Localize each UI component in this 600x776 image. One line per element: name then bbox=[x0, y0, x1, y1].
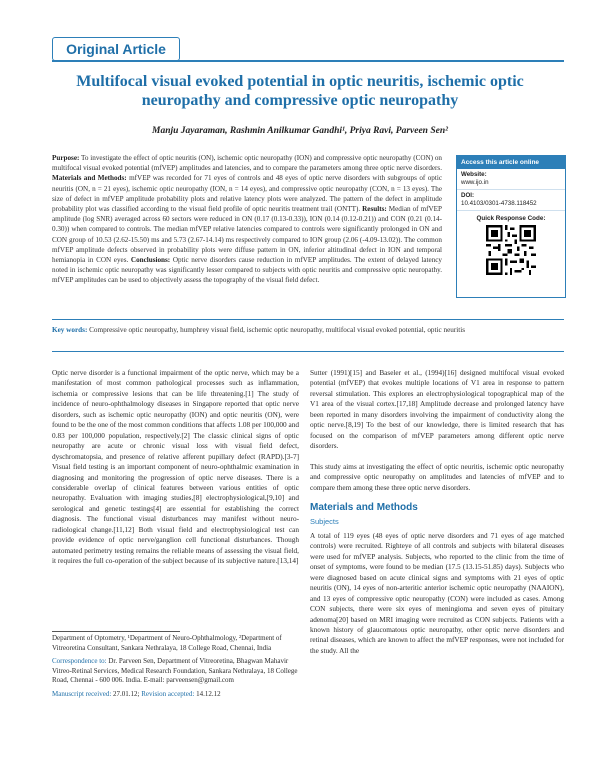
website-row bbox=[457, 169, 565, 190]
keywords-divider bbox=[52, 351, 564, 352]
results-text: Median of mfVEP amplitude (log SNR) averaged across 60 sectors were reduced in ON (0.17 (0.13-0.33)), ION (0.14 (0.12-0.21)) and CON (0.21 (0.14-0.30)) when compared to controls. The median mfVEP relative latencies compared to controls were significantly prolonged in ON and CON group of 10.53 (2.62-15.50) ms and 5.73 (2.67-14.14) ms respectively compared to ION group (2.06 (-4.09-13.02)). The common mfVEP amplitude defects observed in probability plots were diffuse pattern in ON, inferior altitudinal defect in ION and temporal hemianopia in CON eyes. bbox=[52, 205, 442, 265]
affiliations bbox=[52, 634, 299, 704]
body-column-right bbox=[310, 368, 564, 666]
qr-label: Quick Response Code: bbox=[476, 215, 546, 222]
qr-code-icon[interactable] bbox=[486, 225, 536, 275]
doi-value[interactable]: 10.4103/0301-4738.118452 bbox=[461, 200, 537, 207]
body-column-left bbox=[52, 368, 299, 576]
conclusions-label: Conclusions: bbox=[130, 256, 171, 265]
department-text: Department of Optometry, ¹Department of Neuro-Ophthalmology, ²Department of Vitreoretina Consultant, Sankara Nethralaya, 18 College Road, Chennai, India bbox=[52, 634, 282, 652]
results-label: Results: bbox=[362, 205, 387, 214]
mfvep-paragraph: Sutter (1991)[15] and Baseler et al., (1994)[16] designed multifocal visual evoked potential (mfVEP) that evokes multiple locations of V1 area in response to pattern reversal stimulation. This explores an electrophysiological topographical map of the V1 area of the visual cortex.[17,18] Amplitude decrease and prolonged latency have been reported in many disorders involving the impairment of conductivity along the optic nerve.[8,19] To the best of our knowledge, there is limited research that has focused on the comparison of mfVEP parameters among different optic nerve disorders. bbox=[310, 369, 564, 451]
keywords bbox=[52, 325, 557, 336]
keywords-text: Compressive optic neuropathy, humphrey visual field, ischemic optic neuropathy, multifocal visual evoked potential, optic neuritis bbox=[87, 326, 466, 334]
affiliation-divider bbox=[52, 631, 180, 632]
author-list: Manju Jayaraman, Rashmin Anilkumar Gandhi¹, Priya Ravi, Parveen Sen² bbox=[152, 126, 448, 136]
subjects-paragraph: A total of 119 eyes (48 eyes of optic nerve disorders and 71 eyes of age matched controls) were recruited. Righteye of all controls and subjects with bilateral diseases were used for mfVEP analysis. Subjects, who reported to the clinic from the time of onset of symptoms, were found to be median (17.5 (13.15-51.85) days). Subjects who were diagnosed based on acute clinical signs and symptoms with 21 eyes of optic neuritis (ON), 14 eyes of non-arteritic anterior ischemic optic neuropathy (NAAION), and 13 eyes of compressive optic neuropathy (CON) were included as cases. Among CON subjects, there were six eyes of meningioma and seven eyes of pituitary adenoma[20] based on MRI imaging were recruited as CON subjects. Patients with a known history of glaucomatous optic neuropathy, other optic nerve disorders and retinal diseases, which are known to affect the mfVEP responses, were not included for the study. All the bbox=[310, 531, 564, 655]
article-type-badge: Original Article bbox=[52, 37, 180, 61]
doi-label: DOI: bbox=[461, 192, 475, 199]
purpose-label: Purpose: bbox=[52, 154, 80, 162]
accepted-label: Revision accepted: bbox=[141, 689, 195, 698]
received-date: 27.01.12; bbox=[111, 689, 142, 698]
paper-title: Multifocal visual evoked potential in optic neuritis, ischemic optic neuropathy and compressive optic neuropathy bbox=[76, 73, 524, 109]
received-label: Manuscript received: bbox=[52, 689, 112, 698]
correspondence bbox=[52, 657, 299, 686]
website-link[interactable]: www.ijo.in bbox=[461, 179, 489, 186]
purpose-text: To investigate the effect of optic neuritis (ON), ischemic optic neuropathy (ION) and compressive optic neuropathy (CON) on multifocal visual evoked potential (mfVEP) amplitudes and latencies, and to compare the parameters among three optic nerve disorders. bbox=[52, 154, 442, 173]
methods-label: Materials and Methods: bbox=[52, 174, 127, 183]
access-box bbox=[456, 155, 566, 298]
abstract bbox=[52, 153, 442, 286]
correspondence-label: Correspondence to: bbox=[52, 657, 107, 666]
correspondence-text: Dr. Parveen Sen, Department of Vitreoretina, Bhagwan Mahavir Vitreo-Retinal Services, Medical Research Foundation, Sankara Nethralaya, 18 College Road, Chennai - 600 006. India. E-mail: parveensen@gmail.com bbox=[52, 657, 298, 685]
manuscript-dates bbox=[52, 690, 299, 700]
abstract-divider bbox=[52, 319, 564, 320]
access-heading: Access this article online bbox=[457, 156, 565, 169]
conclusions-text: Optic nerve disorders cause reduction in mfVEP amplitudes. The extent of delayed latency noted in ischemic optic neuropathy was significantly lesser compared to subjects with optic neuritis and compressive optic neuropathy. mfVEP amplitudes can be used to objectively assess the topography of the visual field defect. bbox=[52, 256, 442, 285]
aims-paragraph: This study aims at investigating the effect of optic neuritis, ischemic optic neuropathy and compressive optic neuropathy on amplitudes and latencies of mfVEP and to compare them among these three optic nerve disorders. bbox=[310, 462, 564, 492]
methods-text: mfVEP was recorded for 71 eyes of controls and 48 eyes of optic nerve disorders with subgroups of optic neuritis (ON, n = 21 eyes), ischemic optic neuropathy (ION, n = 14 eyes), and compressive optic neuropathy (CON, n = 13 eyes). The size of defect in mfVEP amplitude probability plots and relative latency plots were analyzed. The pattern of the defect in amplitude probability plot was classified according to the visual field profile of optic neuritis treatment trail (ONTT). bbox=[52, 174, 442, 214]
intro-paragraph: Optic nerve disorder is a functional impairment of the optic nerve, which may be a manifestation of most common pathological processes such as inflammation, ischemia or compressive lesions that can be life threatening.[1] The study of incidence of neuro-ophthalmology diseases in Singapore reported that optic nerve disorders, such as ischemic optic neuropathy (ION) and optic neuritis (ON), were found to be the one of the most common conditions that affects 1.08 per 100,000 and 0.83 per 100,000 population, respectively.[2] The classic clinical signs of optic neuropathy are acute or chronic visual loss with visual field defect, dyschromatopsia, and presence of relative afferent pupillary defect (RAPD).[3-7] Visual field testing is an important component of neuro-ophthalmic examination in diagnosing and monitoring the progression of optic nerve diseases. There is a considerable overlap of clinical features between various entities of optic neuropathy. Evaluation with imaging studies,[8] electrophysiological,[9,10] and serological and genetic testings[4] are essential for establishing the correct diagnosis. The functional visual disturbances may manifest without neuro-radiological change.[11,12] Both visual field and electrophysiological test can provide evidence of optic nerve/ganglion cell functional disturbances. Though automated perimetry testing remains the reliable means of assessing the visual field, it requires the full co-operation of the subject because of its subjective nature.[13,14] bbox=[52, 369, 299, 566]
doi-row bbox=[457, 190, 565, 211]
subjects-heading: Subjects bbox=[310, 517, 339, 527]
website-label: Website: bbox=[461, 171, 487, 178]
methods-heading: Materials and Methods bbox=[310, 501, 418, 513]
keywords-label: Key words: bbox=[52, 326, 88, 334]
header-divider bbox=[52, 60, 564, 62]
accepted-date: 14.12.12 bbox=[194, 689, 221, 698]
